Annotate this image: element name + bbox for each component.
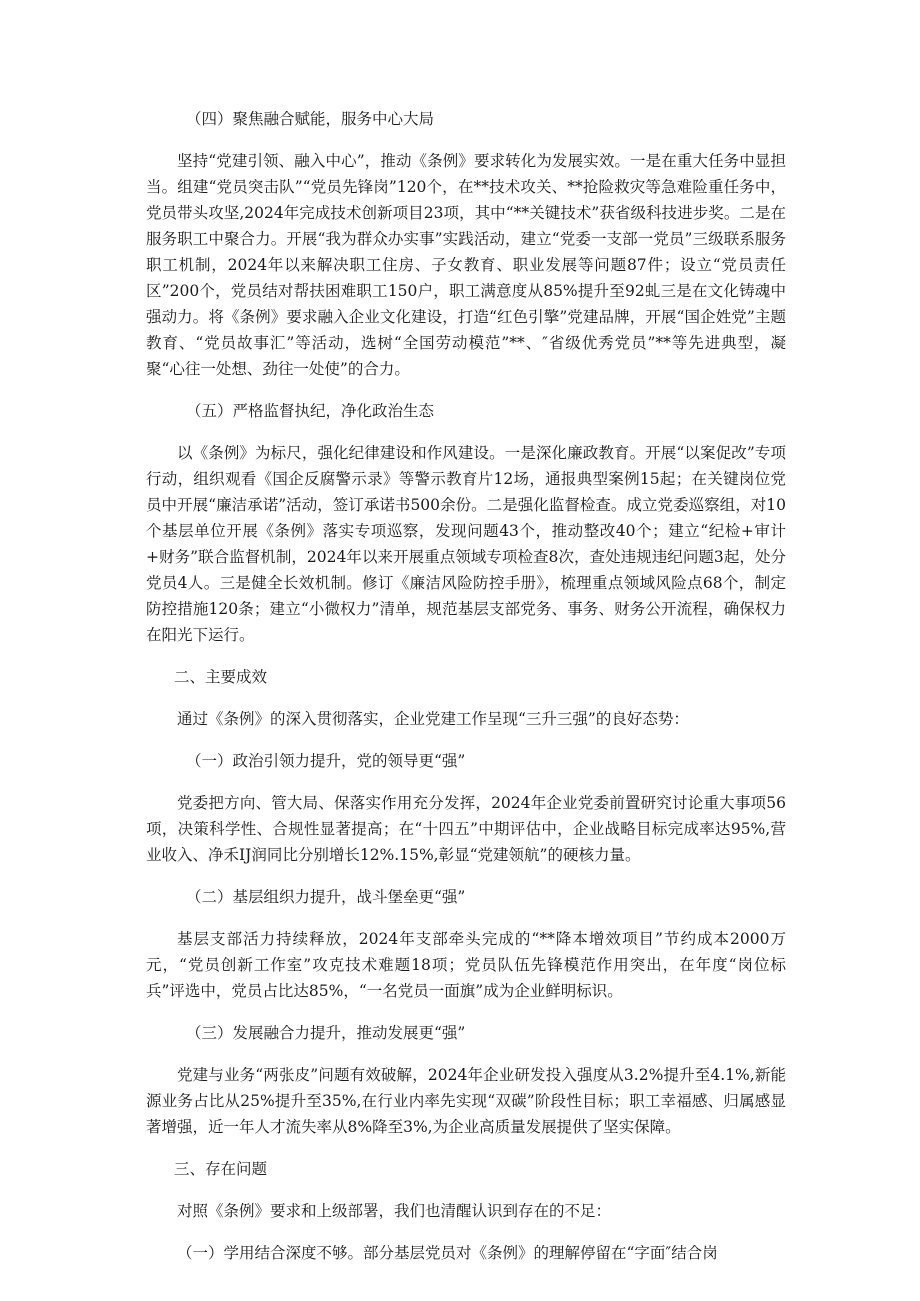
subsection-heading-3: （三）发展融合力提升，推动发展更“强” [186, 1024, 466, 1042]
paragraph-problem-1: （一）学用结合深度不够。部分基层党员对《条例》的理解停留在“字面″结合岗 [177, 1244, 718, 1262]
paragraph-political-leadership: 党委把方向、管大局、保落实作用充分发挥，2024年企业党委前置研究讨论重大事项56项，决策科学性、合规性显著提高；在“十四五”中期评估中，企业战略目标完成率达95%,营业收入、净禾IJ润同比分别增长12%.15%,彰显“党建领航”的硬核力量。 [146, 794, 786, 864]
subsection-heading-2: （二）基层组织力提升，战斗堡垒更“强” [186, 888, 466, 906]
paragraph-integration: 坚持“党建引领、融入中心”，推动《条例》要求转化为发展实效。一是在重大任务中显担当。组建“党员突击队”“党员先锋岗”120个，在**技术攻关、**抢险救灾等急难险重任务中，党员带头攻坚,2024年完成技术创新项目23项，其中“**关键技术”获省级科技进步奖。二是在服务职工中聚合力。开展“我为群众办实事”实践活动，建立“党委一支部一党员”三级联系服务职工机制，2024年以来解决职工住房、子女教育、职业发展等问题87件；设立“党员责任区”200个，党员结对帮扶困难职工150户，职工满意度从85%提升至92虬三是在文化铸魂中强动力。将《条例》要求融入企业文化建设，打造“红色引擎”党建品牌，开展“国企姓党”主题教育、“党员故事汇”等活动，选树“全国劳动模范”**、″省级优秀党员”**等先进典型，凝聚“心往一处想、劲往一处使”的合力。 [146, 152, 786, 378]
section-heading-4: （四）聚焦融合赋能，服务中心大局 [186, 110, 435, 128]
section-heading-5: （五）严格监督执纪，净化政治生态 [186, 402, 435, 420]
paragraph-grassroots: 基层支部活力持续释放，2024年支部牵头完成的“**降本增效项目”节约成本2000万元，“党员创新工作室”攻克技术难题18项；党员队伍先锋模范作用突出，在年度“岗位标兵”评选中，党员占比达85%，“一名党员一面旗”成为企业鲜明标识。 [146, 930, 786, 1000]
chapter-heading-results: 二、主要成效 [174, 668, 268, 686]
chapter-heading-problems: 三、存在问题 [174, 1160, 268, 1178]
paragraph-supervision: 以《条例》为标尺，强化纪律建设和作风建设。一是深化廉政教育。开展“以案促改”专项行动，组织观看《国企反腐警示录》等警示教育片12场，通报典型案例15起；在关键岗位党员中开展“廉洁承诺”活动，签订承诺书500余份。二是强化监督检查。成立党委巡察组，对10个基层单位开展《条例》落实专项巡察，发现问题43个，推动整改40个；建立“纪检+审计+财务”联合监督机制，2024年以来开展重点领域专项检查8次，查处违规违纪问题3起，处分党员4人。三是健全长效机制。修订《廉洁风险防控手册》，梳理重点领域风险点68个，制定防控措施120条；建立“小微权力”清单，规范基层支部党务、事务、财务公开流程，确保权力在阳光下运行。 [146, 444, 786, 644]
subsection-heading-1: （一）政治引领力提升，党的领导更“强” [186, 752, 466, 770]
paragraph-problems-intro: 对照《条例》要求和上级部署，我们也清醒认识到存在的不足： [177, 1202, 612, 1220]
paragraph-results-intro: 通过《条例》的深入贯彻落实，企业党建工作呈现“三升三强”的良好态势： [177, 710, 689, 728]
paragraph-development: 党建与业务“两张皮”问题有效破解，2024年企业研发投入强度从3.2%提升至4.1%,新能源业务占比从25%提升至35%,在行业内率先实现“双碳”阶段性目标；职工幸福感、归属感显著增强，近一年人才流失率从8%降至3%,为企业高质量发展提供了坚实保障。 [146, 1066, 786, 1136]
document-page [146, 106, 786, 1282]
